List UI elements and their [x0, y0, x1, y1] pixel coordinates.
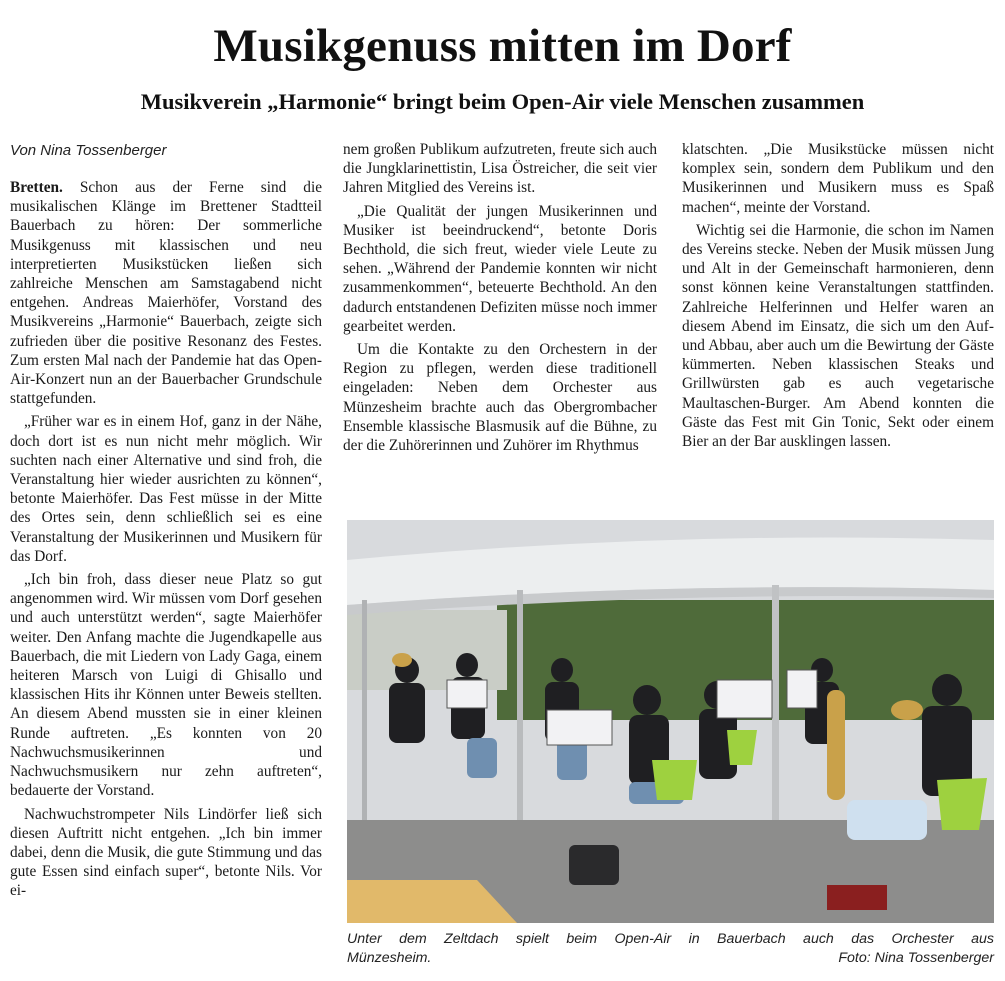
paragraph-text: Schon aus der Ferne sind die musikalischen Klänge im Brettener Stadtteil Bauerbach zu hören: Der sommerliche Musikgenuss mit klassischen und neu interpretierten Musikstücken ließen sich zahlreiche Menschen am Samstagabend nicht entgehen. Andreas Maierhöfer, Vorstand des Musikvereins „Harmonie“ Bauerbach, zeigte sich zufrieden über die positive Resonanz des Festes. Zum ersten Mal nach der Pandemie hat das Open-Air-Konzert nun an der Bauerbacher Grundschule stattgefunden.	[10, 179, 322, 408]
paragraph: Wichtig sei die Harmonie, die schon im Namen des Vereins stecke. Neben der Musik müssen Jung und Alt in der Gemeinschaft harmonieren, denn sonst können keine Veranstaltungen stattfinden. Zahlreiche Helferinnen und Helfer waren an diesem Abend im Einsatz, die sich um den Auf- und Abbau, aber auch um die Bewirtung der Gäste kümmerten. Neben klassischen Steaks und Grillwürsten gab es auch vegetarische Maultaschen-Burger. Am Abend konnten die Gäste das Fest mit Gin Tonic, Sekt oder einem Bier an der Bar ausklingen lassen.	[682, 221, 994, 451]
paragraph: Um die Kontakte zu den Orchestern in der Region zu pflegen, werden diese traditionell eingeladen: Neben dem Orchester aus Münzesheim brachte auch das Obergrombacher Ensemble klassische Blasmusik auf die Bühne, zu der die Zuhörerinnen und Zuhörer im Rhythmus	[343, 341, 657, 455]
paragraph: nem großen Publikum aufzutreten, freute sich auch die Jungklarinettistin, Lisa Östreicher, die seit vier Jahren Mitglied des Vereins ist.	[343, 141, 657, 197]
paragraph	[10, 178, 322, 408]
byline: Von Nina Tossenberger	[10, 142, 167, 159]
paragraph: „Die Qualität der jungen Musikerinnen und Musiker ist beeindruckend“, betonte Doris Bechthold, die sich freut, wieder viele Leute zu sehen. „Während der Pandemie konnten wir nicht zusammenkommen“, beteuerte Bechthold. An den dadurch entstandenen Defiziten müsse noch immer gearbeitet werden.	[343, 202, 657, 335]
orchestra-photo	[347, 520, 994, 923]
caption-line-1: Unter dem Zeltdach spielt beim Open-Air in Bauerbach auch das Orchester aus	[347, 931, 994, 947]
headline: Musikgenuss mitten im Dorf	[213, 20, 792, 72]
text-column-1	[10, 178, 322, 905]
paragraph: „Früher war es in einem Hof, ganz in der Nähe, doch dort ist es nun nicht mehr möglich. Wir suchten nach einer Alternative und sind froh, die Veranstaltung hier wieder ausrichten zu können“, betonte Maierhöfer. Das Fest müsse in der Mitte des Ortes sein, denn schließlich sei es eine Veranstaltung der Musikerinnen und Musikern für das Dorf.	[10, 413, 322, 565]
paragraph: „Ich bin froh, dass dieser neue Platz so gut angenommen wird. Wir müssen vom Dorf gesehen und auch unterstützt werden“, sagte Maierhöfer weiter. Den Anfang machte die Jugendkapelle aus Bauerbach, die mit Liedern von Lady Gaga, einem heiteren Marsch von Luigi di Ghisallo und klassischen Hits ihr Können unter Beweis stellten. An diesem Abend mussten sie in einer kleinen Runde auftreten. „Es konnten von 20 Nachwuchsmusikerinnen und Nachwuchsmusikern nur zehn auftreten“, bedauerte der Vorstand.	[10, 571, 322, 800]
orchestra-photo-illustration	[347, 520, 994, 923]
paragraph: klatschten. „Die Musikstücke müssen nicht komplex sein, sondern dem Publikum und den Musikerinnen und Musikern muss es Spaß machen“, meinte der Vorstand.	[682, 141, 994, 216]
dateline: Bretten.	[10, 179, 63, 196]
paragraph: Nachwuchstrompeter Nils Lindörfer ließ sich diesen Auftritt nicht entgehen. „Ich bin immer dabei, denn die Musik, die gute Stimmung und das gute Essen sind einfach super“, betonte Nils. Vor ei-	[10, 805, 322, 900]
photo-caption	[347, 930, 994, 967]
text-column-3	[682, 140, 994, 455]
subheadline: Musikverein „Harmonie“ bringt beim Open-Air viele Menschen zusammen	[140, 89, 865, 114]
text-column-2	[343, 140, 657, 459]
photo-credit: Foto: Nina Tossenberger	[838, 949, 994, 966]
caption-line-2: Münzesheim.	[347, 949, 432, 966]
